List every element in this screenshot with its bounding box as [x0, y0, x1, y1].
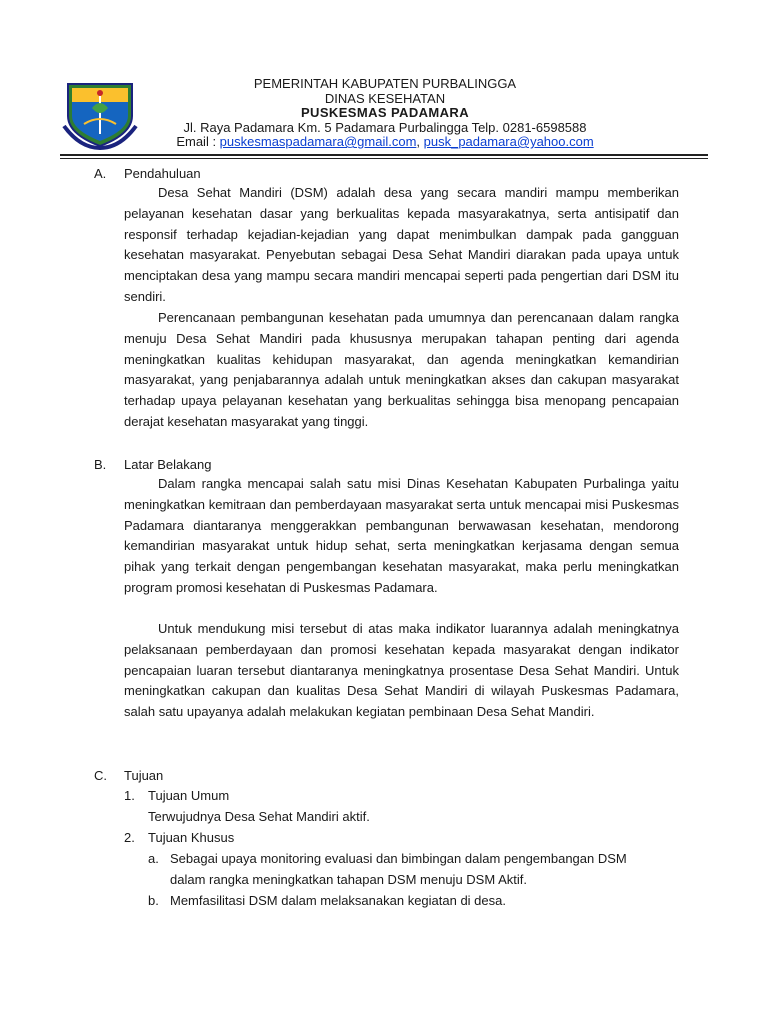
list-item-1-title: Tujuan Umum: [148, 788, 230, 803]
regency-coat-of-arms-icon: [60, 78, 140, 150]
section-a-title: Pendahuluan: [124, 166, 201, 181]
letterhead-divider-thin: [60, 158, 708, 159]
list-item-1-number: 1.: [124, 788, 135, 803]
section-a-letter: A.: [94, 166, 107, 181]
section-b-paragraph-1: Dalam rangka mencapai salah satu misi Dinas Kesehatan Kabupaten Purbalinga yaitu meningkatkan kemitraan dan pemberdayaan masyarakat serta untuk mencapai misi Puskesmas Padamara diantaranya menggerakkan pembangunan berwawasan kesehatan, mendorong kemandirian masyarakat untuk hidup sehat, serta meningkatkan kerjasama dengan semua pihak yang terkait dengan pengembangan kesehatan masyarakat, maka perlu meningkatkan program promosi kesehatan di Puskesmas Padamara.: [124, 476, 679, 595]
section-b-letter: B.: [94, 457, 107, 472]
government-name: PEMERINTAH KABUPATEN PURBALINGGA: [253, 76, 517, 91]
sub-item-a-letter: a.: [148, 851, 159, 866]
sub-item-a-line-1: Sebagai upaya monitoring evaluasi dan bimbingan dalam pengembangan DSM: [170, 851, 627, 866]
list-item-1-text: Terwujudnya Desa Sehat Mandiri aktif.: [148, 809, 370, 824]
list-item-2-number: 2.: [124, 830, 135, 845]
email-link-yahoo[interactable]: pusk_padamara@yahoo.com: [423, 134, 594, 149]
institution-name: PUSKESMAS PADAMARA: [300, 105, 470, 120]
sub-item-a-line-2: dalam rangka meningkatkan tahapan DSM menuju DSM Aktif.: [170, 872, 527, 887]
letterhead-divider-thick: [60, 154, 708, 156]
address: Jl. Raya Padamara Km. 5 Padamara Purbalingga Telp. 0281-6598588: [183, 119, 587, 135]
section-c-title: Tujuan: [124, 768, 164, 783]
email-separator: ,: [416, 134, 424, 149]
section-b-title: Latar Belakang: [124, 457, 212, 472]
section-a-paragraph-2: Perencanaan pembangunan kesehatan pada umumnya dan perencanaan dalam rangka menuju Desa Sehat Mandiri pada khususnya merupakan tahapan penting dari agenda meningkatkan kualitas kehidupan masyarakat, dan agenda meningkatkan kemandirian masyarakat, yang penjabarannya adalah untuk meningkatkan akses dan cakupan masyarakat terhadap upaya pelayanan kesehatan yang berkualitas sehingga bisa menopang pencapaian derajat kesehatan masyarakat yang tinggi.: [124, 310, 679, 429]
sub-item-b-text: Memfasilitasi DSM dalam melaksanakan kegiatan di desa.: [170, 893, 506, 908]
section-c-letter: C.: [94, 768, 107, 783]
email-link-gmail[interactable]: puskesmaspadamara@gmail.com: [219, 134, 417, 149]
email-label: Email :: [176, 134, 220, 149]
section-a-paragraph-1: Desa Sehat Mandiri (DSM) adalah desa yang secara mandiri mampu memberikan pelayanan kesehatan dasar yang berkualitas kepada masyarakatnya, serta antisipatif dan responsif terhadap kejadian-kejadian yang dapat menimbulkan dampak pada gangguan kesehatan masyarakat. Penyebutan sebagai Desa Sehat Mandiri diarakan pada upaya untuk menciptakan desa yang mampu secara mandiri mencapai seperti pada pengertian dari DSM itu sendiri.: [124, 185, 679, 304]
section-b-paragraph-2: Untuk mendukung misi tersebut di atas maka indikator luarannya adalah meningkatnya pelaksanaan pemberdayaan dan promosi kesehatan kepada masyarakat dengan indikator pencapaian luaran tersebut diantaranya meningkatnya prosentase Desa Sehat Mandiri. Untuk meningkatkan cakupan dan kualitas Desa Sehat Mandiri di wilayah Puskesmas Padamara, salah satu upayanya adalah melakukan kegiatan pembinaan Desa Sehat Mandiri.: [124, 621, 679, 720]
sub-item-b-letter: b.: [148, 893, 159, 908]
department-name: DINAS KESEHATAN: [324, 90, 446, 106]
list-item-2-title: Tujuan Khusus: [148, 830, 235, 845]
letterhead: [150, 77, 620, 150]
email-line: [150, 135, 620, 150]
